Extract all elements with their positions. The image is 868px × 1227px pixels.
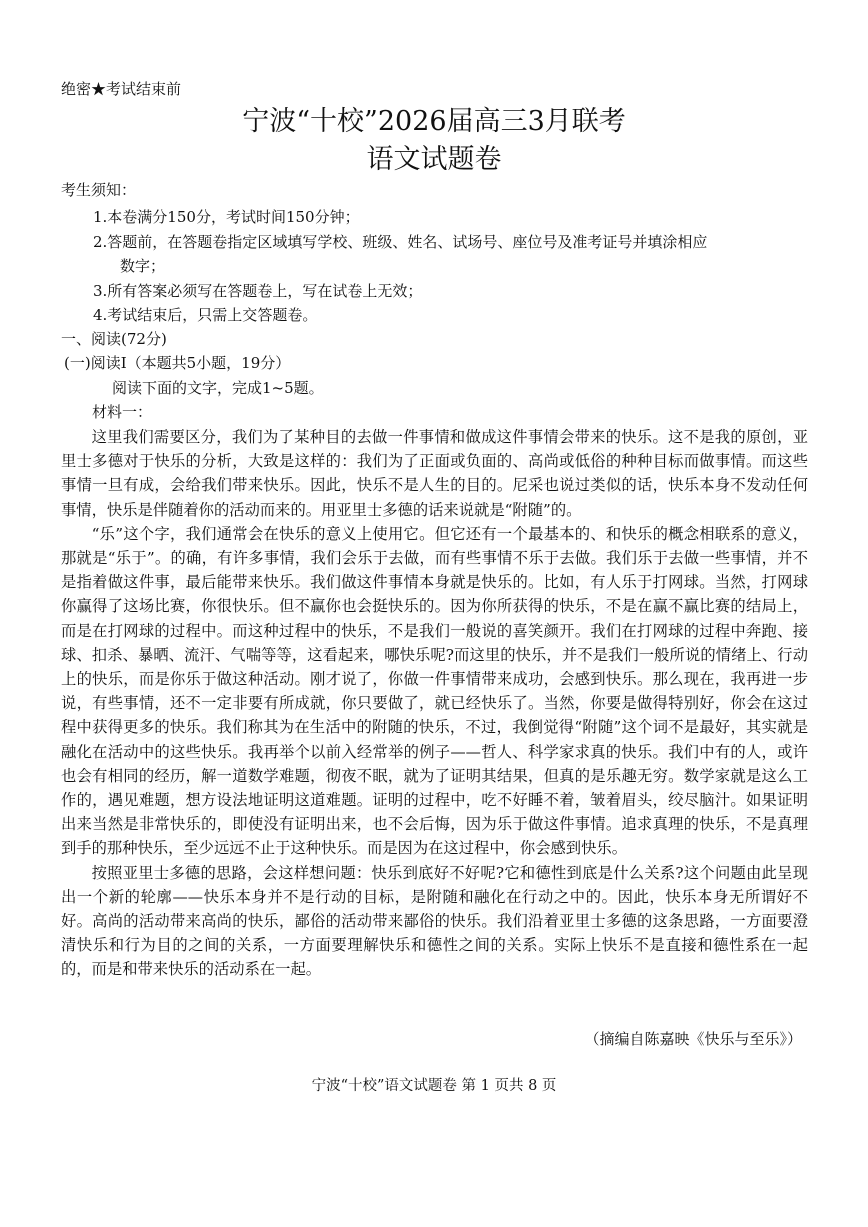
- passage-paragraph: “乐”这个字，我们通常会在快乐的意义上使用它。但它还有一个最基本的、和快乐的概念相联系的意义，那就是“乐于”。的确，有许多事情，我们会乐于去做，而有些事情不乐于去做。我们乐于去做一些事情，并不是指着做这件事，最后能带来快乐。我们做这件事情本身就是快乐的。比如，有人乐于打网球。当然，打网球你赢得了这场比赛，你很快乐。但不赢你也会挺快乐的。因为你所获得的快乐，不是在赢不赢比赛的结局上，而是在打网球的过程中。而这种过程中的快乐，不是我们一般说的喜笑颜开。我们在打网球的过程中奔跑、接球、扣杀、暴晒、流汗、气喘等等，这看起来，哪快乐呢?而这里的快乐，并不是我们一般所说的情绪上、行动上的快乐，而是你乐于做这种活动。刚才说了，你做一件事情带来成功，会感到快乐。那么现在，我再进一步说，有些事情，还不一定非要有所成就，你只要做了，就已经快乐了。当然，你要是做得特别好，你会在这过程中获得更多的快乐。我们称其为在生活中的附随的快乐，不过，我倒觉得“附随”这个词不是最好，其实就是融化在活动中的这些快乐。我再举个以前入经常举的例子——哲人、科学家求真的快乐。我们中有的人，或许也会有相同的经历，解一道数学难题，彻夜不眠，就为了证明其结果，但真的是乐趣无穷。数学家就是这么工作的，遇见难题，想方设法地证明这道难题。证明的过程中，吃不好睡不着，皱着眉头，绞尽脑汁。如果证明出来当然是非常快乐的，即使没有证明出来，也不会后悔，因为乐于做这件事情。追求真理的快乐，不是真理到手的那种快乐，至少远远不止于这种快乐。而是因为在这过程中，你会感到快乐。: [61, 524, 808, 858]
- exam-subtitle: 语文试题卷: [366, 144, 502, 175]
- passage-paragraph: 按照亚里士多德的思路，会这样想问题：快乐到底好不好呢?它和德性到底是什么关系?这个问题由此呈现出一个新的轮廓——快乐本身并不是行动的目标，是附随和融化在行动之中的。因此，快乐本身无所谓好不好。高尚的活动带来高尚的快乐，鄙俗的活动带来鄙俗的快乐。我们沿着亚里士多德的这条思路，一方面要澄清快乐和行为目的之间的关系，一方面要理解快乐和德性之间的关系。实际上快乐不是直接和德性系在一起的，而是和带来快乐的活动系在一起。: [61, 863, 808, 979]
- exam-title: 宁波“十校”2026届高三3月联考: [242, 106, 626, 137]
- notice-item: 2.答题前，在答题卷指定区域填写学校、班级、姓名、试场号、座位号及准考证号并填涂相应: [93, 232, 708, 251]
- notice-item: 1.本卷满分150分，考试时间150分钟；: [93, 208, 360, 226]
- subsection-heading: (一)阅读Ⅰ（本题共5小题，19分）: [64, 354, 291, 372]
- confidential-label: 绝密★考试结束前: [61, 80, 182, 98]
- material-label: 材料一：: [92, 403, 153, 421]
- notice-list: [93, 205, 813, 328]
- passage-source: （摘编自陈嘉映《快乐与至乐》）: [584, 1030, 802, 1048]
- passage-body: [61, 425, 808, 982]
- passage-paragraph: 这里我们需要区分，我们为了某种目的去做一件事情和做成这件事情会带来的快乐。这不是我的原创，亚里士多德对于快乐的分析，大致是这样的：我们为了正面或负面的、高尚或低俗的种种目标而做事情。而这些事情一旦有成，会给我们带来快乐。因此，快乐不是人生的目的。尼采也说过类似的话，快乐本身不发动任何事情，快乐是伴随着你的活动而来的。用亚里士多德的话来说就是“附随”的。: [61, 428, 808, 519]
- notice-item: 4.考试结束后，只需上交答题卷。: [93, 306, 318, 324]
- notice-heading: 考生须知：: [61, 181, 137, 199]
- section-heading: 一、阅读(72分): [61, 330, 167, 348]
- reading-instruction: 阅读下面的文字，完成1~5题。: [112, 379, 324, 397]
- page-footer: 宁波“十校”语文试题卷 第 1 页共 8 页: [311, 1078, 557, 1094]
- notice-item: 3.所有答案必须写在答题卷上，写在试卷上无效；: [93, 281, 423, 300]
- notice-item-continuation: 数字；: [120, 257, 166, 275]
